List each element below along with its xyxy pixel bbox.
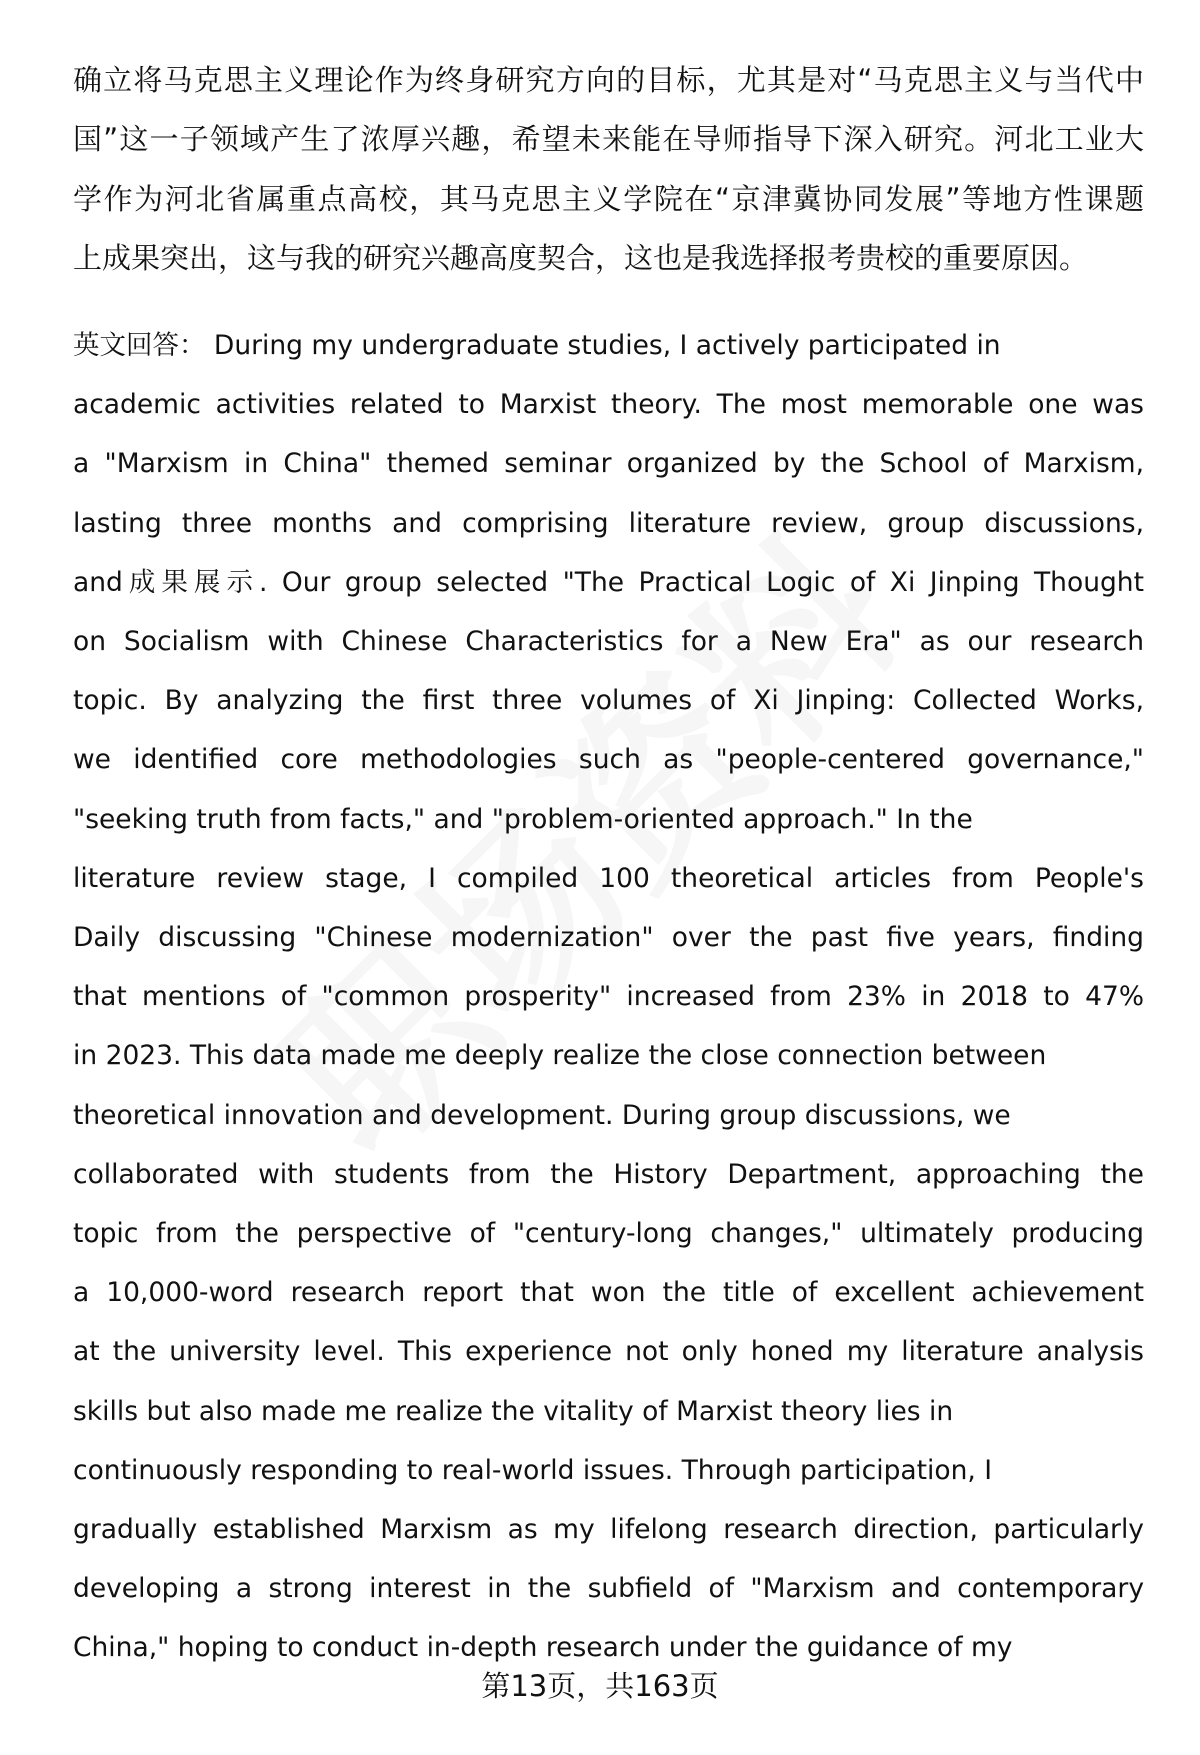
text-line: 确立将马克思主义理论作为终身研究方向的目标，尤其是对“马克思主义与当代中 xyxy=(73,63,1144,97)
text-line: that mentions of "common prosperity" increased from 23% in 2018 to 47% xyxy=(73,981,1144,1013)
page-number: 第13页，共163页 xyxy=(481,1669,719,1703)
text-line: theoretical innovation and development. During group discussions, we xyxy=(73,1099,1011,1131)
text-line: 学作为河北省属重点高校，其马克思主义学院在“京津冀协同发展”等地方性课题 xyxy=(73,181,1144,216)
text-line: China," hoping to conduct in-depth research under the guidance of my xyxy=(73,1632,1013,1664)
text-line: Daily discussing "Chinese modernization" over the past five years, finding xyxy=(73,922,1144,953)
text-line: topic from the perspective of "century-long changes," ultimately producing xyxy=(73,1218,1144,1249)
text-line: collaborated with students from the History Department, approaching the xyxy=(73,1158,1144,1190)
text-line: developing a strong interest in the subfield of "Marxism and contemporary xyxy=(73,1573,1144,1605)
text-line: "seeking truth from facts," and "problem-oriented approach." In the xyxy=(73,803,973,835)
text-line: 国”这一子领域产生了浓厚兴趣，希望未来能在导师指导下深入研究。河北工业大 xyxy=(73,122,1144,157)
text-line: in 2023. This data made me deeply realize the close connection between xyxy=(73,1040,1047,1072)
text-line: a "Marxism in China" themed seminar organized by the School of Marxism, xyxy=(73,448,1144,480)
text-line: continuously responding to real-world issues. Through participation, I xyxy=(73,1454,993,1486)
text-line: gradually established Marxism as my lifelong research direction, particularly xyxy=(73,1514,1144,1545)
text-line: on Socialism with Chinese Characteristics for a New Era" as our research xyxy=(73,626,1144,657)
text-line: and成果展示. Our group selected "The Practical Logic of Xi Jinping Thought xyxy=(73,566,1144,598)
text-line: skills but also made me realize the vitality of Marxist theory lies in xyxy=(73,1395,954,1427)
text-line: literature review stage, I compiled 100 theoretical articles from People's xyxy=(73,862,1144,894)
text-line: 英文回答： During my undergraduate studies, I actively participated in xyxy=(73,330,1001,361)
text-line: topic. By analyzing the first three volumes of Xi Jinping: Collected Works, xyxy=(73,685,1144,717)
text-line: at the university level. This experience not only honed my literature analysis xyxy=(73,1336,1144,1368)
text-line: 上成果突出，这与我的研究兴趣高度契合，这也是我选择报考贵校的重要原因。 xyxy=(73,240,1089,275)
text-line: a 10,000-word research report that won the title of excellent achievement xyxy=(73,1277,1144,1309)
text-line: lasting three months and comprising literature review, group discussions, xyxy=(73,507,1144,539)
text-line: we identified core methodologies such as "people-centered governance," xyxy=(73,744,1144,776)
text-line: academic activities related to Marxist theory. The most memorable one was xyxy=(73,389,1144,421)
